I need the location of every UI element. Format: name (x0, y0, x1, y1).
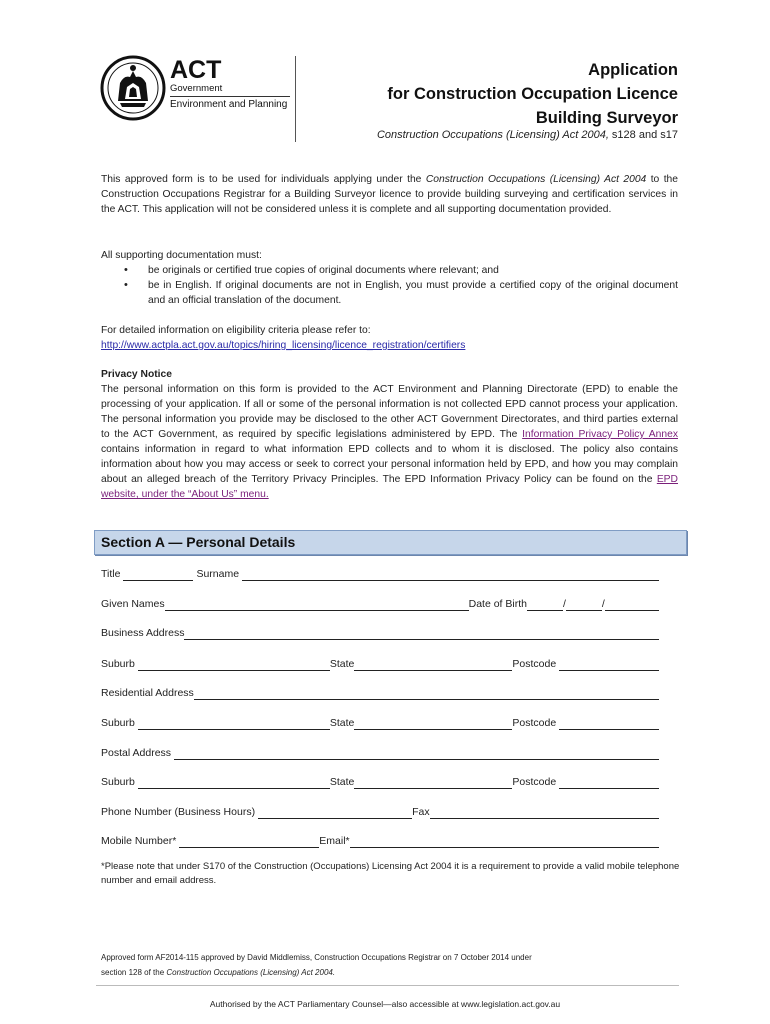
email-label: Email* (319, 835, 350, 847)
residential-suburb-row (101, 714, 659, 730)
residential-address-field[interactable] (194, 687, 659, 700)
suburb-label: Suburb (101, 658, 135, 670)
privacy-text-2: contains information in regard to what information EPD collects and to whom it is disclosed. The policy also contains information about how you may access or seek to correct your personal information held by EPD, and how you may complain about an alleged breach of the Territory Privacy Principles. The EPD Information Privacy Policy can be found on the (101, 444, 678, 485)
title-label: Title (101, 568, 121, 580)
fax-label: Fax (412, 806, 430, 818)
business-suburb-field[interactable] (138, 658, 330, 671)
residential-address-row (101, 684, 659, 700)
act-crest-icon (100, 55, 166, 121)
act-reference-name: Construction Occupations (Licensing) Act 2004, (376, 129, 609, 141)
business-postcode-field[interactable] (559, 658, 659, 671)
title-surname-row (101, 565, 659, 581)
given-names-row (101, 595, 659, 611)
intro-paragraph (101, 172, 678, 217)
residential-suburb-field[interactable] (138, 717, 330, 730)
eligibility-paragraph (101, 323, 678, 353)
suburb-label: Suburb (101, 717, 135, 729)
postcode-label: Postcode (512, 717, 557, 729)
state-label: State (329, 717, 355, 729)
authorised-note: Authorised by the ACT Parliamentary Counsel—also accessible at www.legislation.act.gov.au (209, 999, 561, 1009)
approved-line-2 (101, 965, 532, 980)
title-line-3: Building Surveyor (535, 109, 678, 127)
state-label: State (329, 658, 355, 670)
intro-text-2: to the Construction Occupations Registrar for a Building Surveyor licence to provide building surveying and certification services in the ACT. This application will not be considered unless it is complete and all supporting documentation provided. (101, 174, 679, 215)
section-a-header (94, 530, 687, 555)
residential-state-field[interactable] (354, 717, 512, 730)
approved-form-note (101, 950, 532, 980)
postal-state-field[interactable] (354, 776, 512, 789)
mobile-field[interactable] (179, 835, 319, 848)
residential-address-label: Residential Address (101, 687, 194, 699)
business-suburb-row (101, 655, 659, 671)
postal-suburb-field[interactable] (138, 776, 330, 789)
mobile-email-row (101, 832, 659, 848)
privacy-policy-annex-link[interactable]: Information Privacy Policy Annex (522, 429, 678, 440)
supporting-list (124, 263, 678, 308)
business-address-field[interactable] (184, 627, 659, 640)
privacy-text-1: The personal information on this form is provided to the ACT Environment and Planning Directorate (EPD) to enable the processing of your application. If all or some of the personal information is not collected EPD cannot process your application. The personal information you provide may be disclosed to the other ACT Government Directorates, and third parties external to the ACT Government, as required by specific legislations administered by EPD. The (101, 384, 678, 440)
privacy-paragraph (101, 382, 678, 502)
postal-suburb-row (101, 773, 659, 789)
list-item: • be in English. If original documents are not in English, you must provide a certified copy of the original document and an official translation of the document. (124, 278, 678, 308)
dob-day-field[interactable] (527, 598, 563, 611)
dob-month-field[interactable] (566, 598, 602, 611)
postcode-label: Postcode (512, 776, 557, 788)
mobile-label: Mobile Number* (101, 835, 177, 847)
act-government-logo (100, 55, 300, 145)
mobile-email-note: *Please note that under S170 of the Construction (Occupations) Licensing Act 2004 it is a requirement to provide a valid mobile telephone number and email address. (101, 861, 680, 886)
header-divider (295, 56, 296, 142)
phone-business-label: Phone Number (Business Hours) (101, 806, 256, 818)
supporting-heading: All supporting documentation must: (101, 250, 262, 261)
business-address-label: Business Address (101, 627, 185, 639)
dob-year-field[interactable] (605, 598, 659, 611)
phone-fax-row (101, 803, 659, 819)
logo-act-text: ACT (170, 56, 222, 84)
postcode-label: Postcode (512, 658, 557, 670)
act-reference-sections: s128 and s17 (608, 129, 678, 141)
business-address-row (101, 624, 659, 640)
dob-label: Date of Birth (468, 598, 527, 610)
list-item: • be originals or certified true copies of original documents where relevant; and (124, 263, 678, 278)
intro-act-name: Construction Occupations (Licensing) Act 2004 (425, 174, 647, 185)
intro-text-1: This approved form is to be used for individuals applying under the (101, 174, 426, 185)
given-names-label: Given Names (101, 598, 165, 610)
dob-separator: / (562, 598, 566, 610)
postal-postcode-field[interactable] (559, 776, 659, 789)
email-field[interactable] (350, 835, 659, 848)
postal-address-row (101, 744, 659, 760)
surname-field[interactable] (242, 568, 659, 581)
fax-field[interactable] (430, 806, 659, 819)
footer-divider (96, 985, 679, 986)
surname-label: Surname (196, 568, 240, 580)
section-a-title: Section A — Personal Details (101, 534, 296, 550)
phone-business-field[interactable] (258, 806, 412, 819)
business-state-field[interactable] (354, 658, 512, 671)
residential-postcode-field[interactable] (559, 717, 659, 730)
approved-line-2-text: section 128 of the (101, 968, 167, 977)
approved-line-2-act: Construction Occupations (Licensing) Act 2004. (166, 968, 336, 977)
title-line-2: for Construction Occupation Licence (387, 85, 678, 103)
dob-separator: / (601, 598, 605, 610)
epd-website-link[interactable]: EPD website, under the “About Us” menu. (101, 474, 678, 500)
eligibility-text: For detailed information on eligibility criteria please refer to: (101, 325, 371, 336)
approved-line-1: Approved form AF2014-115 approved by David Middlemiss, Construction Occupations Registrar on 7 October 2014 under (101, 953, 532, 962)
postal-address-label: Postal Address (101, 747, 172, 759)
form-title (387, 58, 678, 130)
privacy-heading: Privacy Notice (101, 369, 172, 380)
logo-department-text: Environment and Planning (170, 99, 288, 110)
title-field[interactable] (123, 568, 193, 581)
postal-address-field[interactable] (174, 747, 659, 760)
title-line-1: Application (588, 61, 678, 79)
given-names-field[interactable] (165, 598, 469, 611)
eligibility-link[interactable]: http://www.actpla.act.gov.au/topics/hiring_licensing/licence_registration/certifiers (101, 340, 466, 351)
state-label: State (329, 776, 355, 788)
logo-government-text: Government (170, 83, 223, 94)
logo-divider (170, 96, 290, 97)
suburb-label: Suburb (101, 776, 135, 788)
act-reference (377, 129, 678, 141)
